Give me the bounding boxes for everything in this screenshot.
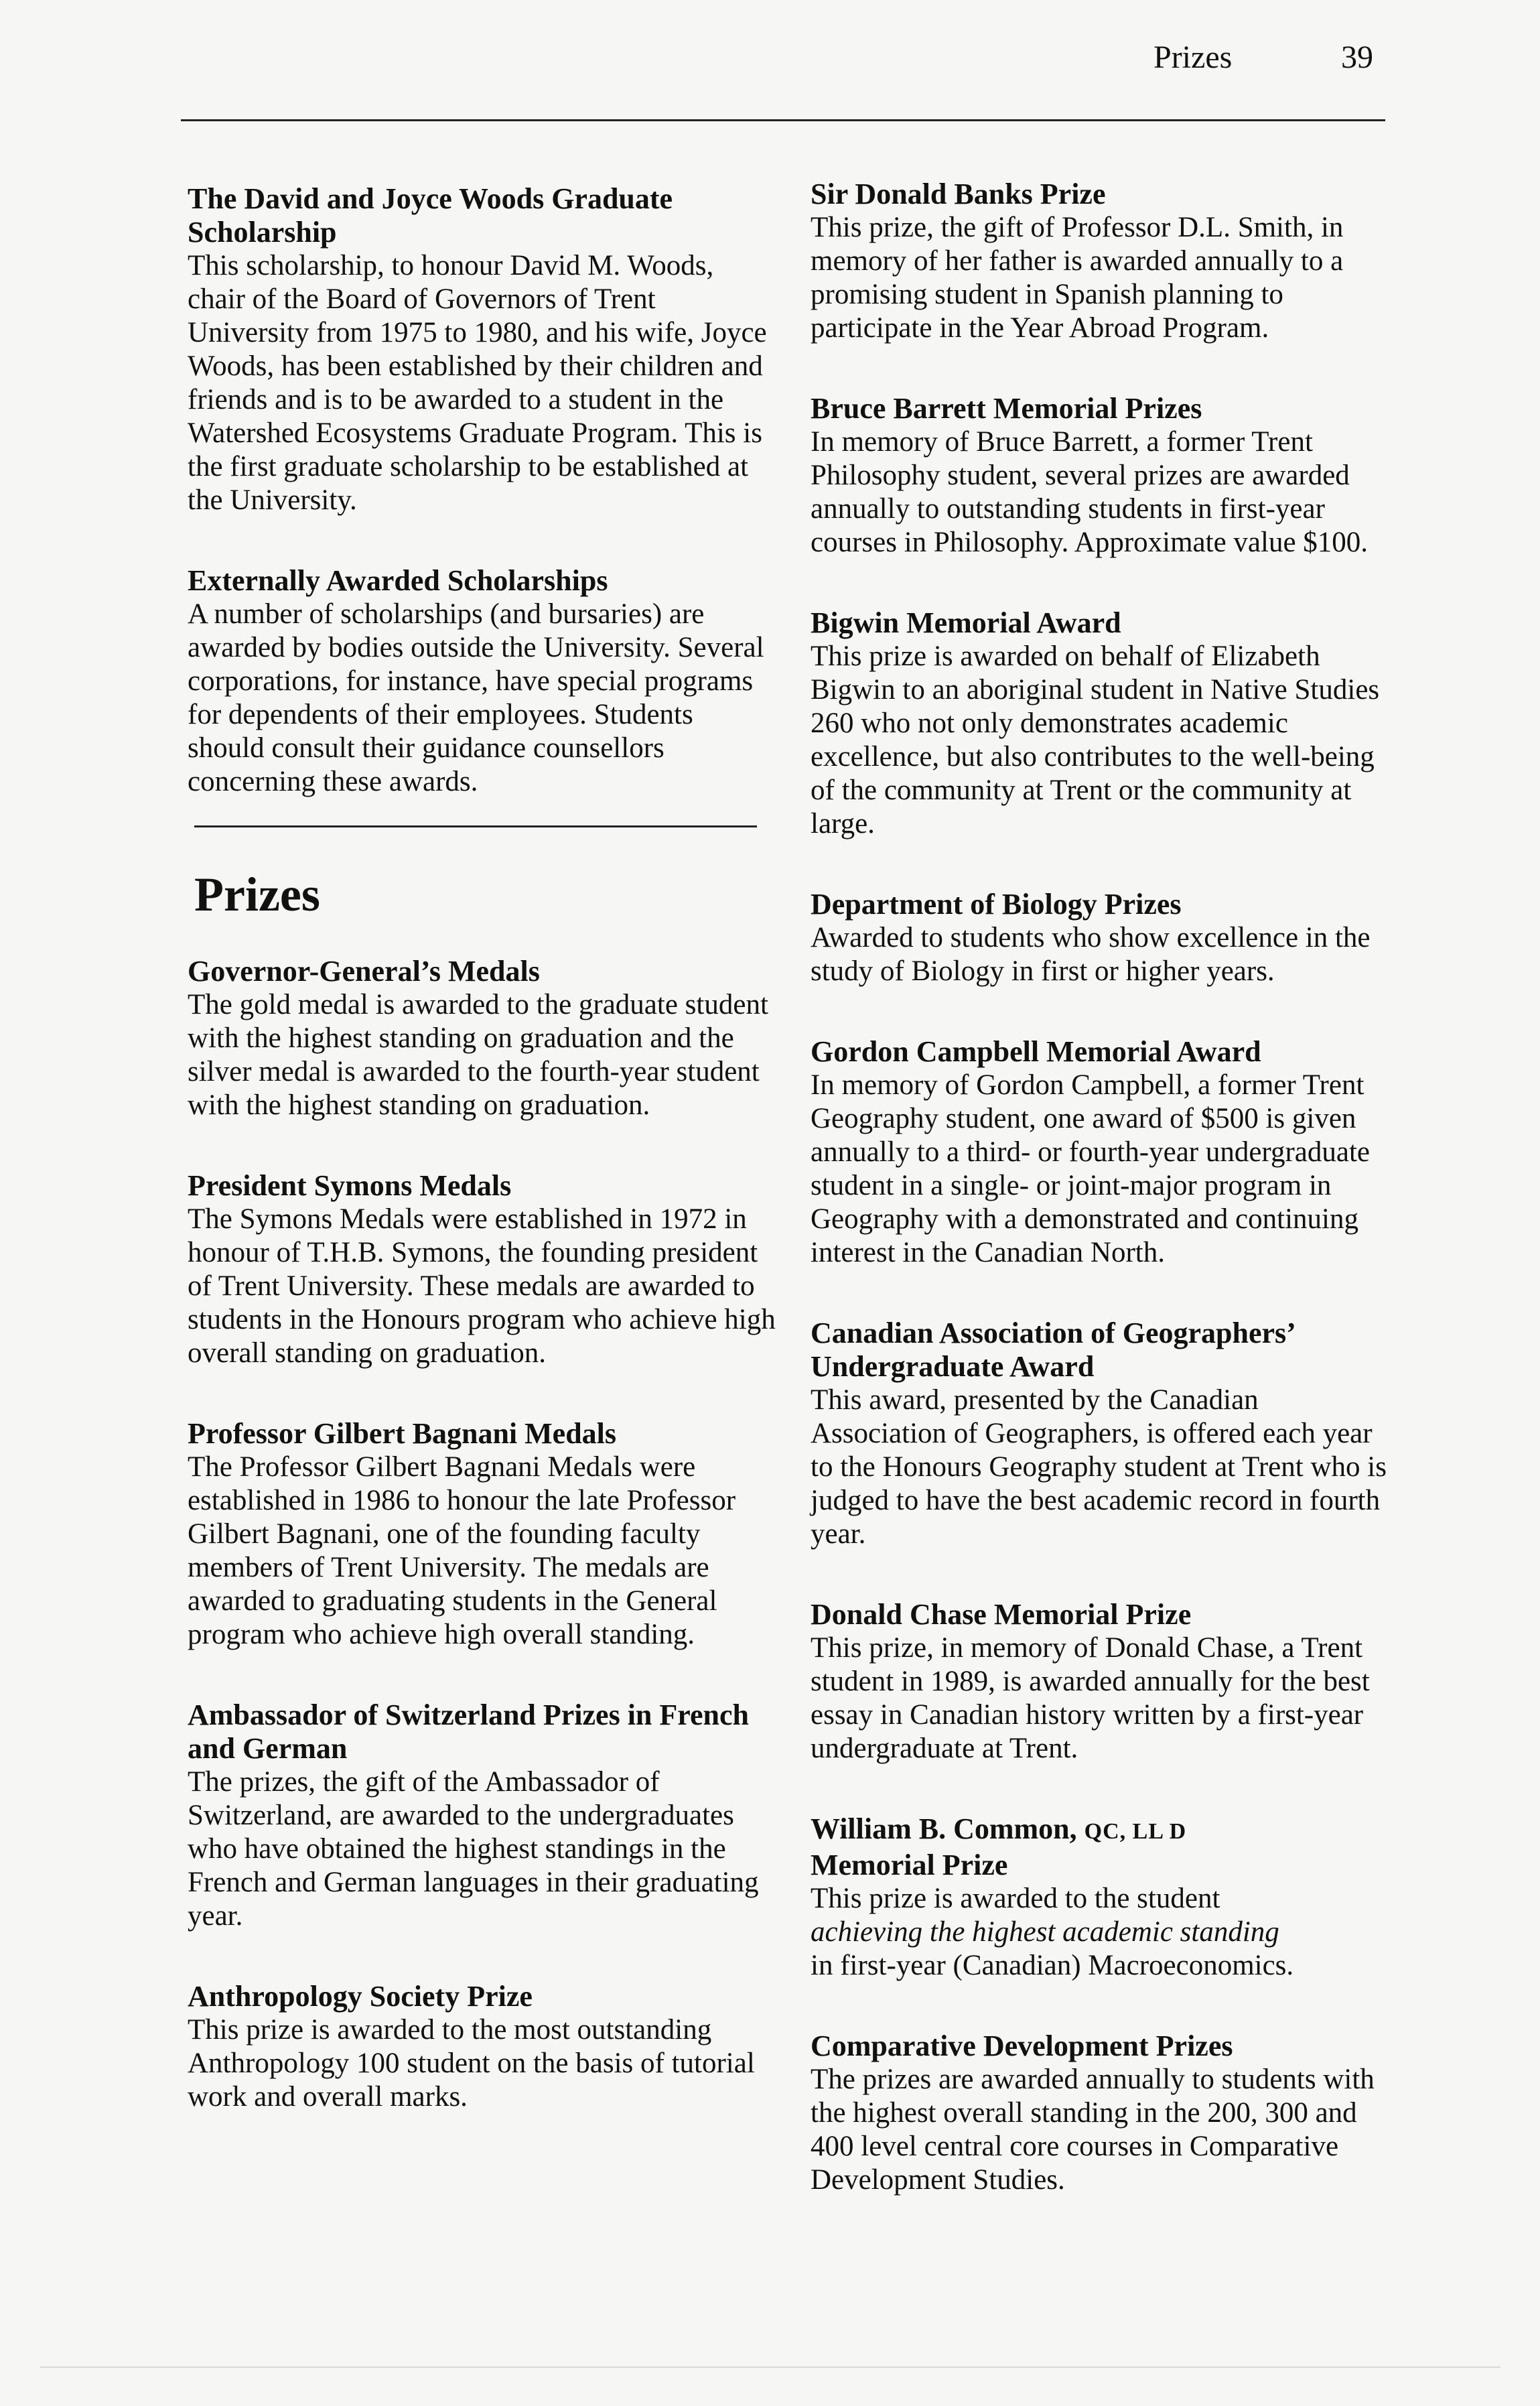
entry-title: Sir Donald Banks Prize <box>811 178 1106 210</box>
entry-body: This prize, the gift of Professor D.L. Smith, in memory of her father is awarded annually to a promising student in Spanish planning to participate in the Year Abroad Program. <box>811 212 1344 344</box>
page-number: 39 <box>1341 40 1373 75</box>
entry-body-emphasis: achieving the highest academic standing <box>811 1916 1279 1948</box>
entry-body-end: in first-year (Canadian) Macroeconomics. <box>811 1950 1294 1981</box>
entry-biology-prizes <box>811 888 1400 988</box>
section-divider <box>194 825 757 827</box>
entry-title: Comparative Development Prizes <box>811 2029 1233 2062</box>
entry-title: Donald Chase Memorial Prize <box>811 1598 1192 1631</box>
right-column <box>811 178 1400 2244</box>
entry-switzerland-prizes <box>188 1698 777 1933</box>
entry-body: This prize is awarded on behalf of Elizabeth Bigwin to an aboriginal student in Native Studies 260 who not only demonstrates academic excellence, but also contributes to the well-being of the community at Trent or the community at large. <box>811 641 1380 840</box>
entry-title: Gordon Campbell Memorial Award <box>811 1035 1261 1068</box>
entry-body: In memory of Bruce Barrett, a former Trent Philosophy student, several prizes are awarded annually to outstanding students in first-year courses in Philosophy. Approximate value $100. <box>811 426 1369 558</box>
entry-bagnani-medals <box>188 1417 777 1652</box>
entry-common-prize <box>811 1812 1400 1983</box>
entry-chase-prize <box>811 1598 1400 1765</box>
entry-title: Professor Gilbert Bagnani Medals <box>188 1417 617 1450</box>
entry-body: This prize is awarded to the most outstanding Anthropology 100 student on the basis of tutorial work and overall marks. <box>188 2014 755 2113</box>
entry-body: This scholarship, to honour David M. Woods, chair of the Board of Governors of Trent University from 1975 to 1980, and his wife, Joyce Woods, has been established by their children and friends and is to be awarded to a student in the Watershed Ecosystems Graduate Program. This is the first graduate scholarship to be established at the University. <box>188 250 767 516</box>
entry-body: This award, presented by the Canadian Association of Geographers, is offered each year to the Honours Geography student at Trent who is judged to have the best academic record in fourth year. <box>811 1384 1387 1550</box>
entry-body: The Professor Gilbert Bagnani Medals were established in 1986 to honour the late Professor Gilbert Bagnani, one of the founding faculty members of Trent University. The medals are awarded to graduating students in the General program who achieve high overall standing. <box>188 1451 736 1650</box>
entry-body: The prizes, the gift of the Ambassador of Switzerland, are awarded to the undergraduates who have obtained the highest standings in the French and German languages in their graduating year. <box>188 1766 759 1932</box>
entry-body: Awarded to students who show excellence in the study of Biology in first or higher years. <box>811 922 1371 987</box>
entry-title: Bigwin Memorial Award <box>811 606 1121 639</box>
entry-title-rest: Memorial Prize <box>811 1849 1008 1881</box>
entry-title: President Symons Medals <box>188 1169 512 1202</box>
entry-anthropology-prize <box>188 1980 777 2114</box>
entry-title <box>811 1812 1400 1882</box>
entry-body: This prize, in memory of Donald Chase, a Trent student in 1989, is awarded annually for the best essay in Canadian history written by a first-year undergraduate at Trent. <box>811 1632 1370 1764</box>
running-header-title: Prizes <box>1153 40 1233 75</box>
entry-title: Canadian Association of Geographers’ Undergraduate Award <box>811 1317 1294 1383</box>
entry-comparative-prizes <box>811 2029 1400 2197</box>
entry-body: The gold medal is awarded to the graduate student with the highest standing on graduation and the silver medal is awarded to the fourth-year student with the highest standing on graduation. <box>188 989 768 1121</box>
entry-title-credentials: QC, LL D <box>1084 1819 1187 1844</box>
entry-title: Bruce Barrett Memorial Prizes <box>811 392 1202 425</box>
section-heading-prizes: Prizes <box>194 868 320 921</box>
entry-title: Anthropology Society Prize <box>188 1980 533 2013</box>
entry-title: Governor-General’s Medals <box>188 955 540 988</box>
entry-body-start: This prize is awarded to the student <box>811 1883 1220 1914</box>
entry-title: Externally Awarded Scholarships <box>188 564 608 597</box>
entry-governor-general <box>188 955 777 1122</box>
entry-title-main: William B. Common, <box>811 1812 1077 1845</box>
entry-symons-medals <box>188 1169 777 1370</box>
entry-woods-scholarship <box>188 182 777 517</box>
entry-body: A number of scholarships (and bursaries) are awarded by bodies outside the University. Several corporations, for instance, have special programs for dependents of their employees. Students should consult their guidance counsellors concerning these awards. <box>188 598 764 797</box>
left-column <box>188 182 777 2161</box>
entry-title: The David and Joyce Woods Graduate Scholarship <box>188 182 673 249</box>
header-rule <box>181 119 1385 121</box>
entry-external-scholarships <box>188 564 777 799</box>
entry-title: Department of Biology Prizes <box>811 888 1182 921</box>
entry-barrett-prizes <box>811 392 1400 559</box>
entry-campbell-award <box>811 1035 1400 1270</box>
entry-bigwin-award <box>811 606 1400 841</box>
entry-body: The Symons Medals were established in 1972 in honour of T.H.B. Symons, the founding president of Trent University. These medals are awarded to students in the Honours program who achieve high overall standing on graduation. <box>188 1203 776 1369</box>
entry-geographers-award <box>811 1317 1400 1551</box>
entry-banks-prize <box>811 178 1400 345</box>
entry-title: Ambassador of Switzerland Prizes in French and German <box>188 1698 749 1765</box>
entry-body: The prizes are awarded annually to students with the highest overall standing in the 200, 300 and 400 level central core courses in Comparative Development Studies. <box>811 2064 1375 2196</box>
entry-body: In memory of Gordon Campbell, a former Trent Geography student, one award of $500 is given annually to a third- or fourth-year undergraduate student in a single- or joint-major program in Geography with a demonstrated and continuing interest in the Canadian North. <box>811 1069 1370 1268</box>
entry-body <box>811 1882 1400 1983</box>
scan-edge-line <box>40 2366 1500 2368</box>
